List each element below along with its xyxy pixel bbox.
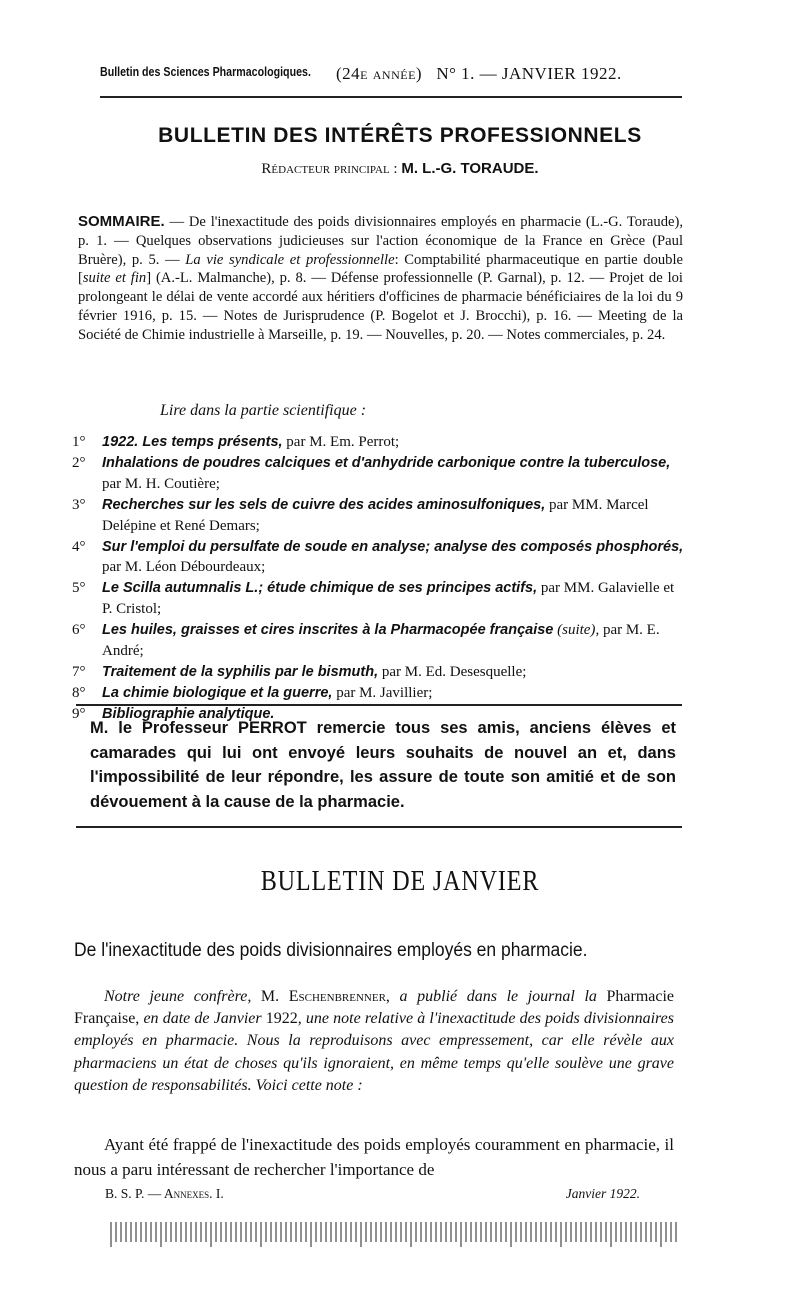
footer-date: Janvier 1922. — [565, 1186, 640, 1201]
toc-title: Recherches sur les sels de cuivre des acides aminosulfoniques, — [102, 496, 546, 513]
toc-author: par M. Ed. Desesquelle; — [378, 663, 527, 680]
toc-item — [72, 432, 684, 453]
header-rule — [100, 96, 682, 98]
toc-list — [72, 432, 684, 725]
toc-number: 4° — [72, 538, 86, 555]
main-title: BULLETIN DE JANVIER — [260, 866, 540, 897]
intro-roman-3: 1922, — [261, 1010, 306, 1028]
lire-heading: Lire dans la partie scientifique : — [160, 402, 367, 419]
toc-number: 7° — [72, 663, 86, 680]
footer-right — [566, 1186, 640, 1202]
intro-italic-4: une note relative à l'inexactitude des poids divisionnaires employés en pharmacie. Nous la reproduisons avec empressement, car elle révèle aux pharmaciens un état de choses qu'ils ignoraient, en même temps qu'elle soulève une grave question de responsabilités. Voici cette note : — [74, 1010, 674, 1094]
intro-italic-2: a publié dans le journal la — [399, 988, 597, 1005]
toc-number: 8° — [72, 684, 86, 701]
running-header — [100, 62, 662, 88]
sommaire-text-3: ] (A.-L. Malmanche), p. 8. — Défense professionnelle (P. Garnal), p. 12. — Projet de loi prolongeant le délai de vente accordé aux héritiers d'officines de pharmacie bénéficiaires de la loi du 9 février 1916, p. 15. — Notes de Jurisprudence (P. Bogelot et J. Brocchi), p. 16. — Meeting de la Société de Chimie industrielle à Marseille, p. 19. — Nouvelles, p. 20. — Notes commerciales, p. 24. — [78, 270, 683, 343]
sommaire-text-1: — De l'inexactitude des poids divisionnaires employés en pharmacie (L.-G. Toraude), p. 1. — Quelques observations judicieuses sur l'action économique de la France en Grèce (Paul Bruère), p. 5. — — [78, 214, 683, 268]
editor-label: Rédacteur principal : — [261, 161, 398, 177]
issue-number: N° 1. — [436, 64, 475, 83]
toc-author: par M. H. Coutière; — [102, 475, 220, 492]
intro-roman-2: Pharmacie Française, — [74, 988, 675, 1028]
toc-rule — [76, 704, 682, 706]
toc-title: Inhalations de poudres calciques et d'anhydride carbonique contre la tuberculose, — [102, 454, 671, 471]
toc-number: 9° — [72, 705, 86, 722]
toc-number: 1° — [72, 434, 86, 450]
toc-title: Bibliographie analytique. — [102, 705, 275, 722]
journal-name: Bulletin des Sciences Pharmacologiques. — [100, 63, 311, 79]
sommaire-label: SOMMAIRE. — [78, 213, 165, 230]
intro-roman-1: M. Eschenbrenner, — [251, 988, 400, 1005]
sommaire-text-2: : Comptabilité pharmaceutique en partie double [ — [78, 251, 683, 287]
toc-author: , par M. E. André; — [102, 622, 660, 660]
scan-ruler — [110, 1220, 680, 1248]
toc-title: Traitement de la syphilis par le bismuth, — [102, 663, 379, 680]
toc-item — [72, 453, 684, 495]
toc-item — [72, 578, 684, 620]
toc-number: 3° — [72, 496, 86, 513]
intro-paragraph — [74, 986, 674, 1097]
sommaire-paragraph — [78, 213, 683, 345]
sommaire-italic-2: suite et fin — [82, 270, 147, 287]
perrot-notice: M. le Professeur PERROT remercie tous ses amis, anciens élèves et camarades qui lui ont envoyé leurs souhaits de nouvel an et, dans l'impossibilité de leur répondre, les assure de toute son amitié et de son dévouement à la cause de la pharmacie. — [90, 719, 676, 812]
editor-line — [0, 160, 800, 178]
toc-author: par M. Javillier; — [332, 684, 433, 701]
toc-title: Sur l'emploi du persulfate de soude en analyse; analyse des composés phosphorés, — [102, 538, 684, 555]
toc-number: 2° — [72, 454, 86, 471]
editor-name: M. L.-G. TORAUDE. — [401, 160, 539, 177]
toc-title: Le Scilla autumnalis L.; étude chimique de ses principes actifs, — [102, 580, 538, 597]
notice-rule — [76, 826, 682, 828]
toc-author: par MM. Marcel Delépine et René Demars; — [102, 496, 649, 534]
issue-date: — JANVIER 1922. — [479, 64, 622, 83]
sommaire-italic-1: La vie syndicale et professionnelle — [185, 251, 395, 268]
bulletin-title: BULLETIN DES INTÉRÊTS PROFESSIONNELS — [158, 124, 642, 147]
toc-author: par MM. Galavielle et P. Cristol; — [102, 580, 675, 618]
toc-item — [72, 537, 684, 579]
toc-number: 5° — [72, 580, 86, 597]
toc-author: par M. Léon Débourdeaux; — [102, 559, 266, 576]
toc-item — [72, 662, 684, 683]
toc-title: La chimie biologique et la guerre, — [102, 684, 333, 701]
footer-left: B. S. P. — Annexes. I. — [105, 1186, 224, 1201]
toc-title: Les huiles, graisses et cires inscrites à la Pharmacopée française — [102, 622, 554, 639]
toc-item — [72, 495, 684, 537]
toc-author: par M. Em. Perrot; — [282, 434, 400, 450]
section-title: De l'inexactitude des poids divisionnaires employés en pharmacie. — [74, 940, 588, 961]
toc-item — [72, 620, 684, 662]
toc-number: 6° — [72, 622, 86, 639]
toc-item — [72, 683, 684, 704]
intro-italic-1: Notre jeune confrère, — [104, 988, 252, 1005]
issue-info — [336, 64, 622, 84]
toc-paren: (suite) — [557, 622, 596, 639]
toc-title: 1922. Les temps présents, — [102, 434, 283, 450]
body-paragraph: Ayant été frappé de l'inexactitude des poids employés couramment en pharmacie, il nous a paru intéressant de rechercher l'importance de — [74, 1135, 674, 1179]
intro-italic-3: en date de Janvier — [143, 1010, 262, 1028]
issue-year: (24e année) — [336, 64, 423, 83]
